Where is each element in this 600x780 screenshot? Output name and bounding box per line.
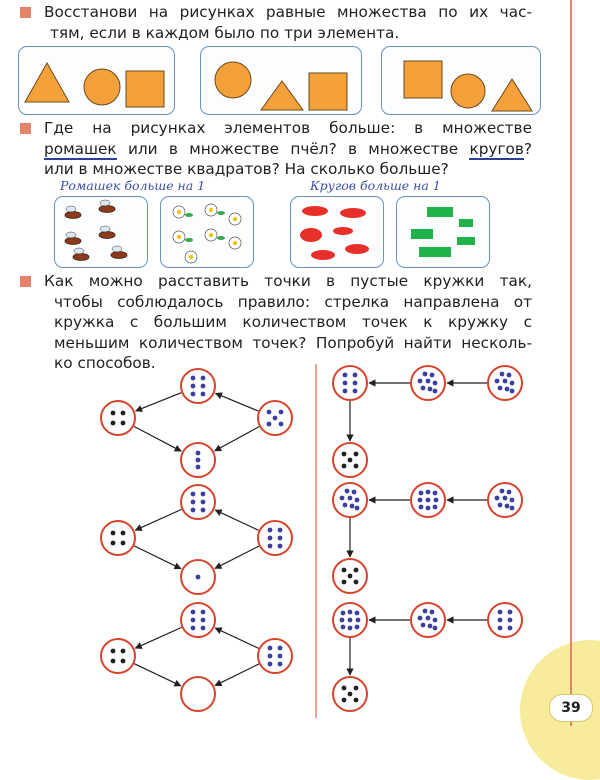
dot (354, 686, 359, 691)
dot-circle[interactable] (333, 366, 367, 400)
dot (510, 498, 515, 503)
handwritten-answer-daisies: Ромашек больше на 1 (60, 178, 206, 193)
dot (419, 491, 424, 496)
task-3-line-1: Как можно расставить точки в пустые кружки так, (44, 272, 532, 290)
task-2-line-1: Где на рисунках элементов больше: в множестве (44, 119, 532, 137)
dot (268, 544, 273, 549)
dot-circle[interactable] (181, 485, 215, 519)
dot (196, 458, 201, 463)
dot (201, 610, 206, 615)
dot (268, 646, 273, 651)
dot (355, 625, 360, 630)
dot (191, 500, 196, 505)
dot (342, 464, 347, 469)
dot (196, 575, 201, 580)
dot (355, 498, 360, 503)
dot (278, 544, 283, 549)
dot (507, 490, 512, 495)
arrow (216, 393, 259, 411)
dot (348, 574, 353, 579)
arrow (135, 509, 181, 530)
arrow (215, 510, 258, 530)
dot (201, 384, 206, 389)
dot (350, 504, 355, 509)
dot (342, 452, 347, 457)
word-daisies: ромашек (44, 139, 117, 158)
dot (121, 421, 126, 426)
dot (433, 381, 438, 386)
dot (426, 498, 431, 503)
dot (279, 410, 284, 415)
dot (111, 411, 116, 416)
dot (433, 389, 438, 394)
task-1-line-2: тям, если в каждом было по три элемента. (50, 23, 400, 42)
dot (348, 458, 353, 463)
task-3-line-4: меньшим количеством точек? Попробуй найти несколь- (54, 333, 532, 352)
dot (428, 387, 433, 392)
dot (121, 649, 126, 654)
dot (345, 489, 350, 494)
dot (191, 626, 196, 631)
dot (500, 489, 505, 494)
task-2-line-3: или в множестве квадратов? На сколько больше? (44, 160, 449, 178)
dot (191, 618, 196, 623)
dot (421, 623, 426, 628)
dot (353, 373, 358, 378)
dot-circle[interactable] (101, 401, 135, 435)
dot (507, 373, 512, 378)
dot (121, 541, 126, 546)
dot (196, 451, 201, 456)
dot (111, 659, 116, 664)
dot (201, 500, 206, 505)
dot (279, 422, 284, 427)
dot (498, 386, 503, 391)
dot (423, 372, 428, 377)
dot (340, 618, 345, 623)
dot-circle[interactable] (101, 639, 135, 673)
dot (111, 649, 116, 654)
dot (268, 654, 273, 659)
dot (273, 416, 278, 421)
dot (428, 624, 433, 629)
dot (121, 659, 126, 664)
dot (121, 531, 126, 536)
dot (342, 686, 347, 691)
dot (111, 421, 116, 426)
dot (278, 654, 283, 659)
dot (191, 610, 196, 615)
dot (508, 610, 513, 615)
dot-circle[interactable] (488, 603, 522, 637)
dot-circle[interactable] (258, 521, 292, 555)
dot (426, 506, 431, 511)
dot (268, 528, 273, 533)
arrow (215, 427, 260, 451)
task-3-line-5: ко способов. (54, 354, 156, 372)
dot (278, 662, 283, 667)
arrow (215, 546, 259, 568)
dot (356, 618, 361, 623)
dot (201, 618, 206, 623)
dot (343, 389, 348, 394)
dot (433, 505, 438, 510)
dot (191, 376, 196, 381)
dot (111, 531, 116, 536)
dot-circle[interactable] (181, 603, 215, 637)
dot (201, 508, 206, 513)
dot (201, 492, 206, 497)
dot (342, 568, 347, 573)
dot (352, 490, 357, 495)
page-number: 39 (549, 694, 593, 722)
dot (508, 618, 513, 623)
handwritten-answer-circles: Кругов больше на 1 (310, 178, 441, 193)
dot (201, 626, 206, 631)
dot-circle[interactable] (258, 639, 292, 673)
dot (418, 498, 423, 503)
dot (201, 376, 206, 381)
dot (278, 536, 283, 541)
task-2-line-2: или в множестве пчёл? в множестве (116, 139, 470, 158)
dot (498, 626, 503, 631)
dot (505, 504, 510, 509)
dot (267, 422, 272, 427)
dot (201, 392, 206, 397)
dot (354, 568, 359, 573)
dot (343, 373, 348, 378)
word-circles: кругов (469, 139, 524, 158)
arrow (215, 664, 259, 686)
arrow (134, 426, 181, 451)
dot (268, 536, 273, 541)
dot-circle[interactable] (181, 677, 215, 711)
dot (510, 381, 515, 386)
dot (418, 616, 423, 621)
dot (353, 389, 358, 394)
dot (433, 626, 438, 631)
dot (418, 379, 423, 384)
arrow (135, 627, 181, 648)
dot (419, 505, 424, 510)
dot (355, 506, 360, 511)
dot (505, 387, 510, 392)
dot (348, 618, 353, 623)
dot (500, 372, 505, 377)
dot (426, 616, 431, 621)
dot (510, 506, 515, 511)
dot (354, 580, 359, 585)
dot (498, 618, 503, 623)
arrow (134, 546, 181, 569)
dot (495, 496, 500, 501)
dot (510, 389, 515, 394)
dot-circle[interactable] (181, 369, 215, 403)
task-1-line-1: Восстанови на рисунках равные множества по их час- (44, 3, 532, 21)
arrow (134, 664, 181, 686)
dot (348, 692, 353, 697)
dot (267, 410, 272, 415)
dot (343, 503, 348, 508)
dot (191, 384, 196, 389)
task-3-line-2: чтобы соблюдалось правило: стрелка направлена от (54, 292, 532, 311)
dot (355, 611, 360, 616)
dot (278, 646, 283, 651)
dot (433, 491, 438, 496)
dot (341, 625, 346, 630)
dot (353, 381, 358, 386)
dot (434, 498, 439, 503)
dot (348, 626, 353, 631)
dot (191, 492, 196, 497)
dot (196, 465, 201, 470)
dot (348, 610, 353, 615)
dot (340, 496, 345, 501)
dot (426, 379, 431, 384)
dot (503, 496, 508, 501)
dot (191, 392, 196, 397)
dot (354, 698, 359, 703)
arrow (215, 628, 258, 648)
dot (191, 508, 196, 513)
task-3-line-3: кружка с большим количеством точек к кружку с (54, 313, 532, 331)
task-2-text: Где на рисунках элементов больше: в множестве ромашек или в множестве пчёл? в множестве кругов? или в множестве квадратов? На сколько больше? (44, 119, 532, 178)
dot (268, 662, 273, 667)
arrow (136, 393, 182, 411)
dot (430, 610, 435, 615)
dot (121, 411, 126, 416)
dot (433, 618, 438, 623)
dot (111, 541, 116, 546)
dot-circle[interactable] (101, 521, 135, 555)
dot (423, 609, 428, 614)
dot (495, 379, 500, 384)
dot (354, 464, 359, 469)
dot (354, 452, 359, 457)
dot (342, 580, 347, 585)
dot (430, 373, 435, 378)
dot (343, 381, 348, 386)
dot (498, 610, 503, 615)
dot (508, 626, 513, 631)
dot (426, 490, 431, 495)
dot (278, 528, 283, 533)
dot (341, 611, 346, 616)
dot (342, 698, 347, 703)
dot (498, 503, 503, 508)
dot (348, 496, 353, 501)
dot (503, 379, 508, 384)
dot (421, 386, 426, 391)
